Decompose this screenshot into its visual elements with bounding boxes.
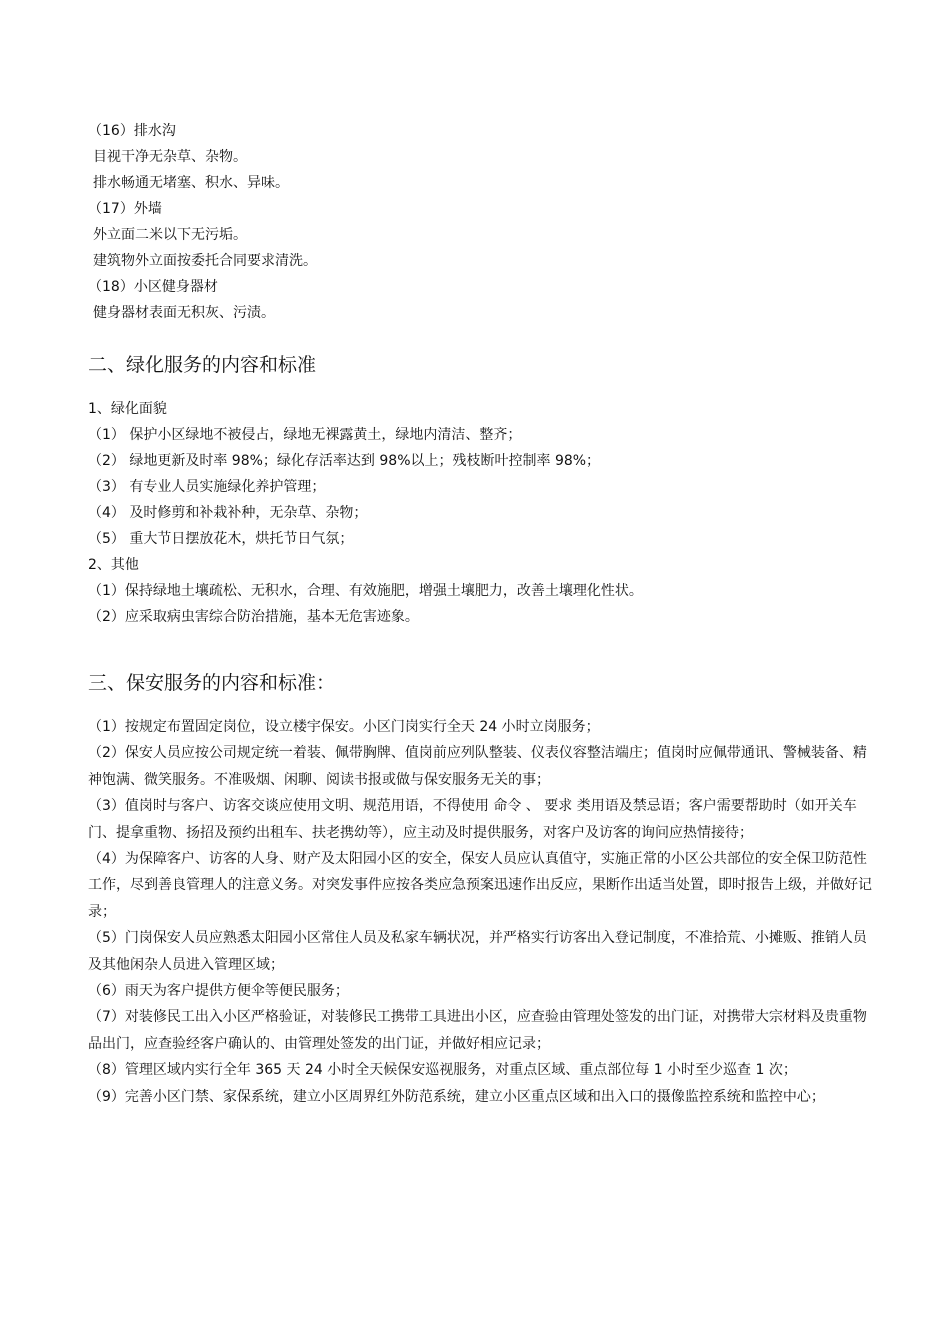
list-item: （1）按规定布置固定岗位，设立楼宇保安。小区门岗实行全天 24 小时立岗服务；	[88, 719, 600, 735]
list-item: （2） 绿地更新及时率 98%；绿化存活率达到 98%以上；残枝断叶控制率 98%；	[88, 453, 601, 469]
list-item: （4） 及时修剪和补栽补种，无杂草、杂物；	[88, 505, 368, 521]
item-line: 健身器材表面无积灰、污渍。	[93, 305, 275, 321]
subsection-title: 1、绿化面貌	[88, 401, 167, 417]
document-page	[88, 118, 880, 1110]
list-item: （2）保安人员应按公司规定统一着装、佩带胸牌、值岗前应列队整装、仪表仪容整洁端庄；值岗时应佩带通讯、警械装备、精神饱满、微笑服务。不准吸烟、闲聊、阅读书报或做与保安服务无关的事；	[88, 745, 867, 788]
item-line: 建筑物外立面按委托合同要求清洗。	[93, 253, 317, 269]
section-title-security: 三、保安服务的内容和标准：	[88, 672, 336, 694]
list-item: （3）值岗时与客户、访客交谈应使用文明、规范用语，不得使用 命令 、 要求 类用语及禁忌语；客户需要帮助时（如开关车门、提拿重物、扬招及预约出租车、扶老携幼等），应主动及时提供服务，对客户及访客的询问应热情接待；	[88, 798, 857, 841]
list-item: （9）完善小区门禁、家保系统，建立小区周界红外防范系统，建立小区重点区域和出入口的摄像监控系统和监控中心；	[88, 1088, 825, 1105]
list-item: （1）保持绿地土壤疏松、无积水，合理、有效施肥，增强土壤肥力，改善土壤理化性状。	[88, 583, 643, 599]
list-item: （1） 保护小区绿地不被侵占，绿地无裸露黄土，绿地内清洁、整齐；	[88, 427, 522, 443]
list-item: （7）对装修民工出入小区严格验证，对装修民工携带工具进出小区，应查验由管理处签发的出门证，对携带大宗材料及贵重物品出门，应查验经客户确认的、由管理处签发的出门证，并做好相应记录；	[88, 1009, 867, 1052]
list-item: （2）应采取病虫害综合防治措施，基本无危害迹象。	[88, 609, 419, 625]
item-heading: （16）排水沟	[88, 123, 176, 139]
item-heading: （17）外墙	[88, 201, 162, 217]
list-item: （5）门岗保安人员应熟悉太阳园小区常住人员及私家车辆状况，并严格实行访客出入登记制度，不准拾荒、小摊贩、推销人员及其他闲杂人员进入管理区域；	[88, 930, 867, 973]
list-item: （6）雨天为客户提供方便伞等便民服务；	[88, 983, 349, 1000]
item-heading: （18）小区健身器材	[88, 279, 218, 295]
list-item: （3） 有专业人员实施绿化养护管理；	[88, 479, 326, 495]
cleaning-item-16	[88, 118, 880, 196]
item-line: 目视干净无杂草、杂物。	[93, 149, 247, 165]
cleaning-item-18	[88, 274, 880, 326]
subsection-title: 2、其他	[88, 557, 139, 573]
item-line: 排水畅通无堵塞、积水、异味。	[93, 175, 289, 191]
list-item: （4）为保障客户、访客的人身、财产及太阳园小区的安全，保安人员应认真值守，实施正常的小区公共部位的安全保卫防范性工作，尽到善良管理人的注意义务。对突发事件应按各类应急预案迅速作出反应，果断作出适当处置，即时报告上级，并做好记录；	[88, 851, 872, 920]
section-title-greening: 二、绿化服务的内容和标准	[88, 354, 317, 376]
list-item: （8）管理区域内实行全年 365 天 24 小时全天候保安巡视服务，对重点区域、重点部位每 1 小时至少巡查 1 次；	[88, 1062, 797, 1079]
list-item: （5） 重大节日摆放花木，烘托节日气氛；	[88, 531, 354, 547]
item-line: 外立面二米以下无污垢。	[93, 227, 247, 243]
cleaning-item-17	[88, 196, 880, 274]
